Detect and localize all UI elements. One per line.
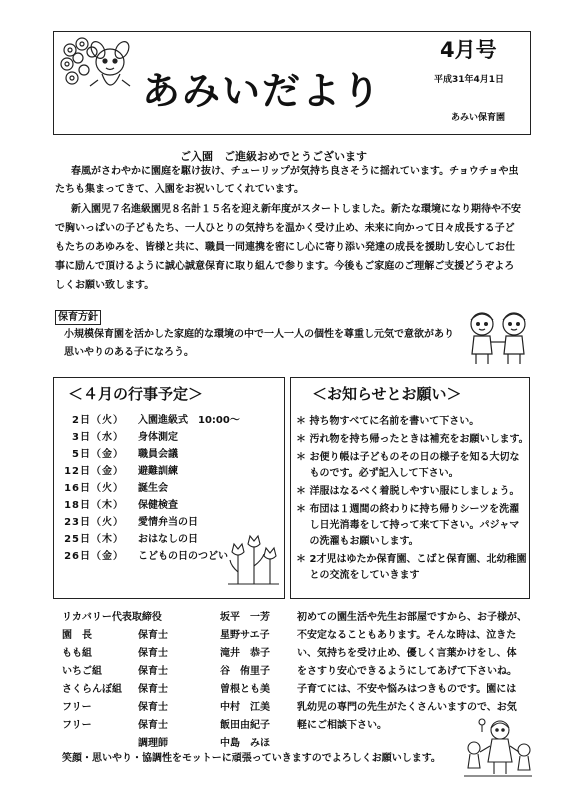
- notice-line: ＊ お便り帳は子どものその日の様子を知る大切な: [296, 452, 520, 463]
- event-date: 26日（金）: [64, 551, 124, 562]
- issue-date: 平成31年4月1日: [434, 75, 505, 85]
- staff-list: [62, 609, 270, 753]
- mascot-flowers-illustration: [58, 36, 136, 100]
- notices-list: [296, 414, 529, 584]
- event-name: おはなしの日: [138, 534, 198, 545]
- message-line: 初めての園生活や先生お部屋ですから、お子様が、: [297, 612, 527, 623]
- event-name: 避難訓練: [138, 466, 178, 477]
- staff-class: もも組: [62, 648, 92, 659]
- staff-row: [62, 717, 270, 735]
- notice-line: ＊ 汚れ物を持ち帰ったときは補充をお願いします。: [296, 434, 529, 445]
- notice-line: ＊ 布団は１週間の終わりに持ち帰りシーツを洗濯: [296, 504, 520, 515]
- event-date: 2日（火）: [72, 415, 124, 426]
- staff-role: 保育士: [138, 684, 168, 695]
- event-row: [56, 514, 240, 531]
- greeting-line: 新入園児７名進級園児８名計１５名を迎え新年度がスタートしました。新たな環境になり期待や不安: [71, 204, 521, 215]
- greeting-line: 事に励んで頂けるように誠心誠意保育に取り組んで参ります。今後もご家庭のご理解ご支援どうぞよろ: [55, 261, 515, 272]
- issue-label: 4月号: [440, 38, 497, 62]
- event-row: [56, 548, 240, 565]
- tulips-illustration: [226, 532, 281, 590]
- greeting-line: たちも集まってきて、入園をお祝いしてくれています。: [55, 184, 304, 195]
- policy-line: 思いやりのある子になろう。: [64, 347, 194, 358]
- staff-role: 保育士: [138, 720, 168, 731]
- notice-line: し日光消毒をして持って来て下さい。パジャマ: [296, 520, 520, 531]
- staff-class: フリー: [62, 720, 92, 731]
- message-line: 不安定なることもあります。そんな時は、泣きた: [297, 630, 517, 641]
- staff-class: さくらんぼ組: [62, 684, 122, 695]
- teacher-children-illustration: [462, 716, 534, 778]
- footer-message: 笑顔・思いやり・協調性をモットーに頑張っていきますのでよろしくお願いします。: [62, 753, 441, 764]
- staff-role: リカバリー代表取締役: [62, 612, 162, 623]
- staff-name: 星野サエ子: [220, 630, 270, 641]
- event-date: 5日（金）: [72, 449, 124, 460]
- staff-name: 坂平 一芳: [220, 612, 270, 623]
- greeting-line: 春風がさわやかに園庭を駆け抜け、チューリップが気持ち良さそうに揺れています。チョウチョや虫: [71, 166, 519, 177]
- staff-name: 滝井 恭子: [220, 648, 270, 659]
- event-name: 愛情弁当の日: [138, 517, 198, 528]
- staff-row: [62, 735, 270, 753]
- notice-line: ＊ 洋服はなるべく着脱しやすい服にしましょう。: [296, 486, 520, 497]
- staff-row: [62, 627, 270, 645]
- staff-row: [62, 609, 270, 627]
- staff-row: [62, 645, 270, 663]
- events-title: ＜４月の行事予定＞: [68, 385, 204, 403]
- staff-role: 保育士: [138, 666, 168, 677]
- message-line: 乳幼児の専門の先生がたくさんいますので、お気: [297, 702, 517, 713]
- event-row: [56, 446, 240, 463]
- staff-role: 保育士: [138, 648, 168, 659]
- greeting-title: ご入園 ご進級おめでとうございます: [180, 150, 367, 163]
- staff-class: 園 長: [62, 630, 92, 641]
- staff-row: [62, 681, 270, 699]
- notice-line: との交流をしていきます: [296, 570, 420, 581]
- event-name: 職員会議: [138, 449, 178, 460]
- staff-role: 調理師: [138, 738, 168, 749]
- notices-title: ＜お知らせとお願い＞: [312, 385, 462, 403]
- notice-line: の洗濯もお願いします。: [296, 536, 419, 547]
- notice-line: ものです。必ず記入して下さい。: [296, 468, 459, 479]
- event-date: 18日（木）: [64, 500, 124, 511]
- staff-name: 中村 江美: [220, 702, 270, 713]
- policy-label: 保育方針: [55, 310, 101, 325]
- event-name: 入園進級式 10:00～: [138, 415, 240, 426]
- message-line: 軽にご相談下さい。: [297, 720, 387, 731]
- staff-row: [62, 699, 270, 717]
- staff-name: 飯田由紀子: [220, 720, 270, 731]
- events-list: [56, 412, 240, 565]
- greeting-line: もたちのあゆみを、皆様と共に、職員一同連携を密にし心に寄り添い発達の成長を援助し安心してお仕: [55, 242, 515, 253]
- policy-line: 小規模保育園を活かした家庭的な環境の中で一人一人の個性を尊重し元気で意欲があり: [64, 329, 454, 340]
- children-illustration: [462, 306, 534, 366]
- event-name: 保健検査: [138, 500, 178, 511]
- event-date: 12日（金）: [64, 466, 124, 477]
- event-date: 23日（火）: [64, 517, 124, 528]
- organization-name: あみい保育園: [451, 113, 506, 123]
- message-line: い、気持ちを受け止め、優しく言葉かけをし、体: [297, 648, 517, 659]
- message-line: 子育てには、不安や悩みはつきものです。園には: [297, 684, 517, 695]
- staff-role: 保育士: [138, 702, 168, 713]
- event-row: [56, 480, 240, 497]
- staff-name: 曽根とも美: [220, 684, 270, 695]
- greeting-line: しくお願い致します。: [55, 280, 155, 291]
- staff-name: 谷 侑里子: [220, 666, 270, 677]
- event-row: [56, 463, 240, 480]
- event-date: 3日（水）: [72, 432, 124, 443]
- staff-class: いちご組: [62, 666, 102, 677]
- event-row: [56, 429, 240, 446]
- notice-line: ＊ 2才児はゆたか保育園、こばと保育園、北幼稚園: [296, 554, 527, 565]
- newsletter-title: あみいだより: [142, 69, 383, 113]
- event-date: 25日（木）: [64, 534, 124, 545]
- event-name: こどもの日のつどい: [138, 551, 228, 562]
- notice-line: ＊ 持ち物すべてに名前を書いて下さい。: [296, 416, 480, 427]
- staff-role: 保育士: [138, 630, 168, 641]
- event-row: [56, 497, 240, 514]
- message-line: をさすり安心できるようにしてあげて下さいね。: [297, 666, 517, 677]
- staff-name: 中島 みほ: [220, 738, 270, 749]
- event-name: 身体測定: [138, 432, 178, 443]
- staff-class: フリー: [62, 702, 92, 713]
- event-date: 16日（火）: [64, 483, 124, 494]
- staff-row: [62, 663, 270, 681]
- event-row: [56, 531, 240, 548]
- greeting-line: で胸いっぱいの子どもたち、一人ひとりの気持ちを温かく受け止め、未来に向かって日々成長する子ど: [55, 223, 515, 234]
- event-name: 誕生会: [138, 483, 168, 494]
- event-row: [56, 412, 240, 429]
